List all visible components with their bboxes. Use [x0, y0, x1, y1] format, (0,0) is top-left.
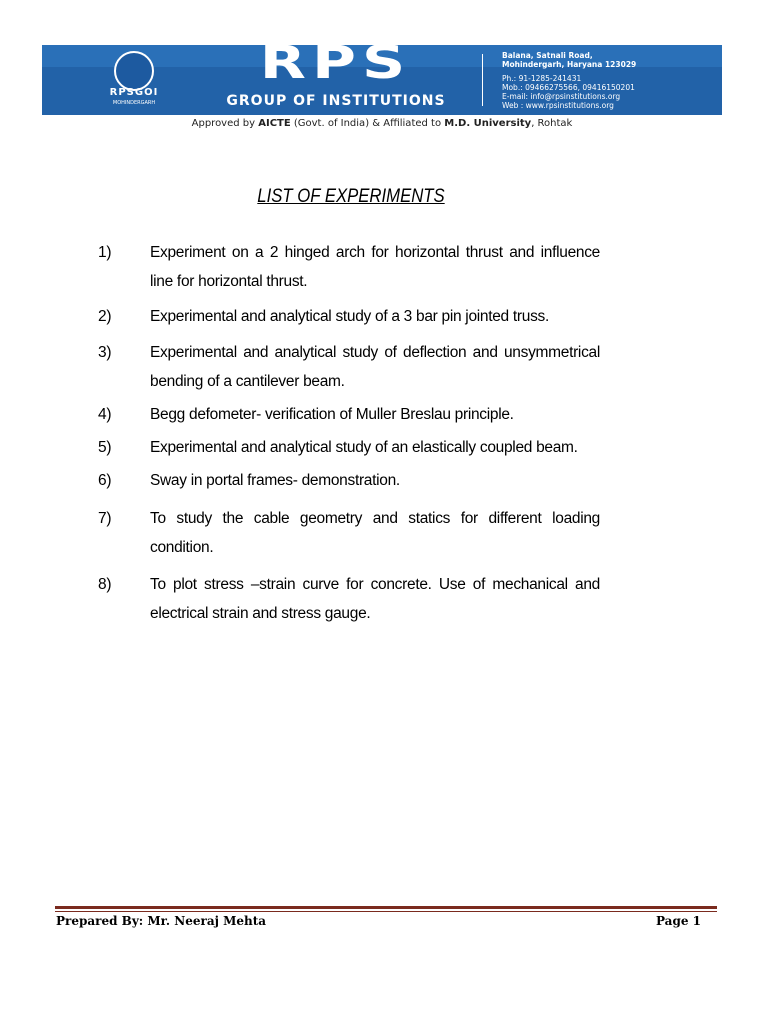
logo-text: RPSGOI [109, 87, 159, 98]
email: E-mail: info@rpsinstitutions.org [502, 92, 621, 101]
item-text: To study the cable geometry and statics for different loading condition. [150, 510, 600, 556]
approved-aicte: AICTE [258, 118, 291, 129]
approved-university: M.D. University [444, 118, 532, 129]
item-text: Experiment on a 2 hinged arch for horizontal thrust and influence line for horizontal thrust. [150, 244, 600, 290]
list-item [98, 238, 600, 296]
brand-subtitle: GROUP OF INSTITUTIONS [226, 93, 446, 109]
brand-name: RPS [259, 45, 412, 90]
item-text: Experimental and analytical study of a 3 bar pin jointed truss. [150, 308, 549, 325]
item-number: 5) [98, 439, 112, 456]
website: Web : www.rpsinstitutions.org [502, 101, 614, 110]
footer-rule-thick [55, 906, 717, 909]
list-item [98, 466, 600, 495]
item-text: Experimental and analytical study of deflection and unsymmetrical bending of a cantilever beam. [150, 344, 600, 390]
item-text: To plot stress –strain curve for concrete. Use of mechanical and electrical strain and stress gauge. [150, 576, 600, 622]
contact-block [502, 51, 717, 110]
item-number: 1) [98, 244, 112, 261]
item-text: Begg defometer- verification of Muller Breslau principle. [150, 406, 514, 423]
approval-line [42, 118, 722, 129]
item-text: Experimental and analytical study of an elastically coupled beam. [150, 439, 578, 456]
institution-logo [98, 51, 182, 109]
list-item [98, 433, 600, 462]
approved-prefix: Approved by [191, 118, 259, 129]
logo-subtext: MOHINDERGARH [112, 100, 156, 106]
header-divider [482, 54, 483, 106]
header-banner [42, 45, 722, 115]
page-title: LIST OF EXPERIMENTS [257, 186, 445, 207]
item-number: 4) [98, 406, 112, 423]
approved-mid: (Govt. of India) & Affiliated to [290, 118, 445, 129]
list-item [98, 570, 600, 628]
item-number: 7) [98, 510, 112, 527]
item-number: 3) [98, 344, 112, 361]
list-item [98, 400, 600, 429]
address-line-1: Balana, Satnali Road, [502, 51, 593, 60]
approved-suffix: , Rohtak [531, 118, 573, 129]
footer-rule-thin [55, 911, 717, 912]
item-text: Sway in portal frames- demonstration. [150, 472, 400, 489]
item-number: 6) [98, 472, 112, 489]
address-line-2: Mohindergarh, Haryana 123029 [502, 60, 637, 69]
phone: Ph.: 91-1285-241431 [502, 74, 582, 83]
list-item [98, 504, 600, 562]
mobile: Mob.: 09466275566, 09416150201 [502, 83, 635, 92]
experiment-list [98, 238, 600, 628]
item-number: 2) [98, 308, 112, 325]
page-number: Page 1 [655, 914, 701, 928]
prepared-by: Prepared By: Mr. Neeraj Mehta [56, 914, 267, 928]
logo-emblem-icon [114, 51, 154, 91]
list-item [98, 338, 600, 396]
item-number: 8) [98, 576, 112, 593]
list-item [98, 302, 600, 331]
